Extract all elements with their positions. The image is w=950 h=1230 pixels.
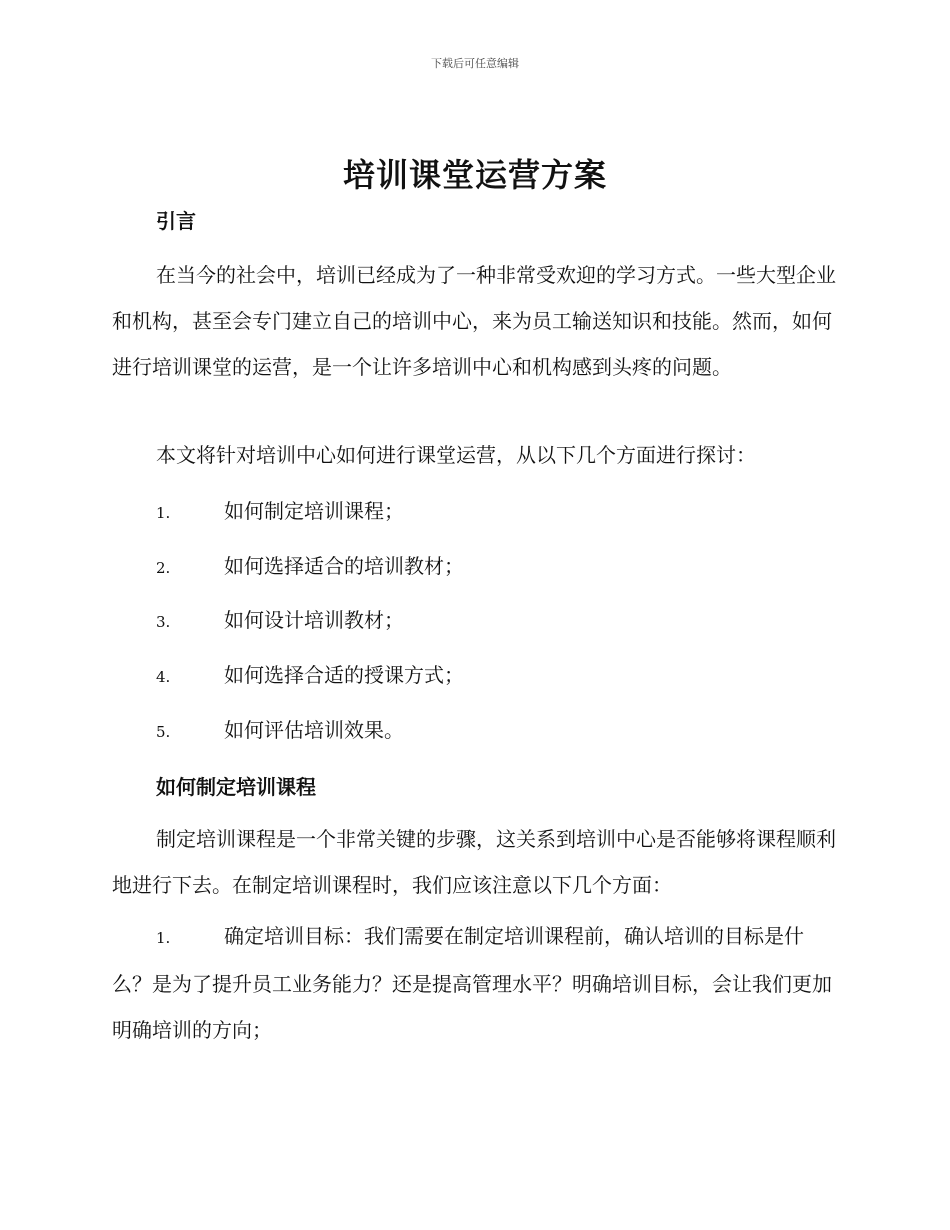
list-item [156,496,404,526]
course-list-item-1 [112,913,836,1053]
header-note: 下载后可任意编辑 [431,57,519,70]
list-item [156,715,404,745]
list-item [156,660,464,690]
list-item-number: 1. [156,929,171,947]
list-item-number: 5. [156,723,171,741]
document-title: 培训课堂运营方案 [342,156,607,194]
list-item-number: 2. [156,559,171,577]
list-item-text: 如何评估培训效果。 [224,718,404,742]
list-item-text: 如何选择合适的授课方式； [224,663,464,687]
intro-paragraph-2: 本文将针对培训中心如何进行课堂运营，从以下几个方面进行探讨： [156,443,756,467]
section-heading-intro: 引言 [156,209,196,233]
course-paragraph: 制定培训课程是一个非常关键的步骤，这关系到培训中心是否能够将课程顺利地进行下去。在制定培训课程时，我们应该注意以下几个方面： [112,827,836,897]
list-item-text: 如何设计培训教材； [224,608,404,632]
list-item-text: 如何制定培训课程； [224,499,404,523]
list-item-number: 4. [156,668,171,686]
list-item-text: 如何选择适合的培训教材； [224,554,464,578]
list-item [156,551,464,581]
intro-paragraph: 在当今的社会中，培训已经成为了一种非常受欢迎的学习方式。一些大型企业和机构，甚至会专门建立自己的培训中心，来为员工输送知识和技能。然而，如何进行培训课堂的运营，是一个让许多培训中心和机构感到头疼的问题。 [112,263,836,379]
list-item-text: 确定培训目标：我们需要在制定培训课程前，确认培训的目标是什么？是为了提升员工业务能力？还是提高管理水平？明确培训目标，会让我们更加明确培训的方向； [112,924,832,1042]
list-item-number: 1. [156,504,171,522]
section-heading-course: 如何制定培训课程 [156,775,316,799]
list-item-number: 3. [156,613,171,631]
list-item [156,605,404,635]
